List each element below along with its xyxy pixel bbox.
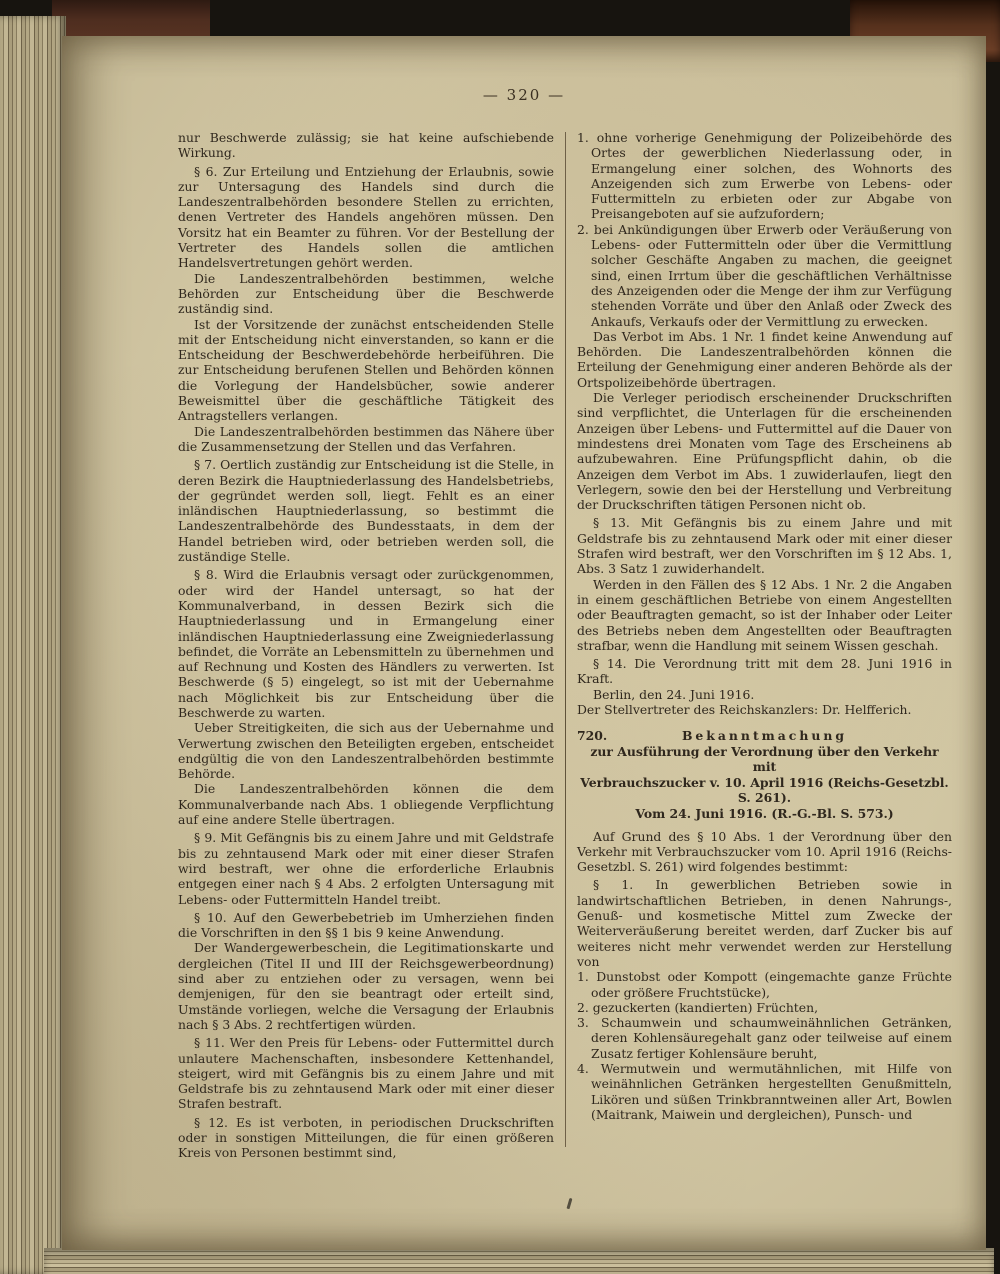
paragraph-text: Die Landeszentralbehörden bestimmen, welche Behörden zur Entscheidung über die Beschwerde zuständig sind. [178,270,554,317]
paragraph [178,910,554,941]
paragraph [577,656,952,687]
paragraph-text: nur Beschwerde zulässig; sie hat keine aufschiebende Wirkung. [178,130,554,161]
paragraph-text: Werden in den Fällen des § 12 Abs. 1 Nr. 2 die Angaben in einem geschäftlichen Betriebe von einem Angestellten oder Beauftragten gemacht, so ist der Inhaber oder Leiter des Betriebs neben dem Angestellten oder Beauftragten strafbar, wenn die Handlung mit seinem Wissen geschah. [577,576,952,653]
paragraph [577,969,952,1000]
paragraph-text: Ist der Vorsitzende der zunächst entscheidenden Stelle mit der Entscheidung nicht einverstanden, so kann er die Entscheidung der Beschwerdebehörde herbeiführen. Die zur Entscheidung berufenen Stellen und Behörden können die Vorlegung der Handelsbücher, sowie anderer Beweismittel über die geschäftliche Tätigkeit des Antragstellers verlangen. [178,316,554,424]
paragraph [577,1061,952,1122]
right-column [577,130,952,1161]
paragraph-text: Der Stellvertreter des Reichskanzlers: Dr. Helfferich. [577,701,912,717]
paragraph-text: zur Ausführung der Verordnung über den Verkehr mit [590,743,939,775]
paragraph [577,222,952,329]
paragraph [178,940,554,1032]
paragraph [577,775,952,806]
paragraph-text: Verbrauchszucker v. 10. April 1916 (Reichs-Gesetzbl. S. 261). [580,774,949,806]
paragraph [178,271,554,317]
paragraph [178,830,554,906]
paragraph-text: Die Landeszentralbehörden bestimmen das Nähere über die Zusammensetzung der Stellen und das Verfahren. [178,423,554,454]
paragraph [178,781,554,827]
paragraph-text: § 1. In gewerblichen Betrieben sowie in landwirtschaftlichen Betrieben, in denen Nahrungs-, Genuß- und kosmetische Mittel zum Zwecke der Weiterveräußerung bereitet werden, darf Zucker bis auf weiteres nicht mehr verwendet werden zur Herstellung von [577,877,952,969]
paragraph [178,424,554,455]
page [62,36,986,1250]
paragraph-text: § 9. Mit Gefängnis bis zu einem Jahre und mit Geldstrafe bis zu zehntausend Mark oder mit einer dieser Strafen wird bestraft, wer ohne die erforderliche Erlaubnis entgegen einer nach § 4 Abs. 2 erfolgten Untersagung mit Lebens- oder Futtermitteln Handel treibt. [178,830,554,907]
paragraph [577,829,952,875]
paragraph-text: Bekanntmachung [681,728,848,744]
paragraph-text: Vom 24. Juni 1916. (R.-G.-Bl. S. 573.) [635,805,894,821]
paragraph [178,567,554,720]
paragraph [178,317,554,424]
left-column [178,130,554,1161]
paragraph [577,130,952,222]
paragraph [577,515,952,576]
paragraph [178,130,554,161]
paragraph [577,687,952,702]
paragraph-text: Auf Grund des § 10 Abs. 1 der Verordnung über den Verkehr mit Verbrauchszucker vom 10. April 1916 (Reichs-Gesetzbl. S. 261) wird folgendes bestimmt: [577,828,952,875]
ink-smudge [567,1198,573,1209]
paragraph-text: 1. ohne vorherige Genehmigung der Polizeibehörde des Ortes der gewerblichen Niederlassung oder, in Ermangelung einer solchen, des Wohnorts des Anzeigenden sich zum Erwerbe von Lebens- oder Futtermitteln zu erbieten oder zur Abgabe von Preisangeboten auf sie aufzufordern; [577,130,952,222]
paragraph [178,164,554,271]
paragraph-text: § 8. Wird die Erlaubnis versagt oder zurückgenommen, oder wird der Handel untersagt, so hat der Kommunalverband, in dessen Bezirk sich die Hauptniederlassung und in Ermangelung einer inländischen Hauptniederlassung eine Zweigniederlassung befindet, die Vorräte an Lebensmitteln zu übernehmen und auf Rechnung und Kosten des Händlers zu verwerten. Ist Beschwerde (§ 5) eingelegt, so ist mit der Uebernahme nach Möglichkeit bis zur Entscheidung über die Beschwerde zu warten. [178,567,554,720]
paragraph [577,877,952,969]
paragraph [178,720,554,781]
paragraph-text: § 10. Auf den Gewerbebetrieb im Umherziehen finden die Vorschriften in den §§ 1 bis 9 keine Anwendung. [178,909,554,941]
paragraph-text: Der Wandergewerbeschein, die Legitimationskarte und dergleichen (Titel II und III der Reichsgewerbeordnung) sind aber zu entziehen oder zu versagen, wenn bei demjenigen, für den sie beantragt oder erteilt sind, Umstände vorliegen, welche die Versagung der Erlaubnis nach § 3 Abs. 2 rechtfertigen würden. [178,940,554,1032]
announcement-number: 720. [577,728,608,744]
paragraph-text: Die Landeszentralbehörden können die dem Kommunalverbande nach Abs. 1 obliegende Verpflichtung auf eine andere Stelle übertragen. [178,781,554,828]
paragraph-text: § 12. Es ist verboten, in periodischen Druckschriften oder in sonstigen Mitteilungen, die für einen größeren Kreis von Personen bestimmt sind, [178,1114,554,1161]
paragraph [577,1015,952,1061]
page-number-header: — 320 — [482,86,566,104]
paragraph-text: 4. Wermutwein und wermutähnlichen, mit Hilfe von weinähnlichen Getränken hergestellten Genußmitteln, Likören und süßen Trinkbranntweinen aller Art, Bowlen (Maitrank, Maiwein und dergleichen), Punsch- und [577,1061,952,1122]
paragraph [577,728,952,743]
paragraph-text: § 7. Oertlich zuständig zur Entscheidung ist die Stelle, in deren Bezirk die Hauptniederlassung des Handelsbetriebs, der gegründet werden soll, liegt. Fehlt es an einer inländischen Hauptniederlassung, so bestimmt die Landeszentralbehörde des Bundesstaats, in dem der Handel betrieben wird, oder betrieben werden soll, die zuständige Stelle. [178,457,554,565]
paragraph [577,1000,952,1015]
paragraph [178,457,554,564]
paragraph-text: 2. bei Ankündigungen über Erwerb oder Veräußerung von Lebens- oder Futtermitteln oder über die Vermittlung solcher Geschäfte Angaben zu machen, die geeignet sind, einen Irrtum über die geschäftlichen Verhältnisse des Anzeigenden oder die Menge der ihm zur Verfügung stehenden Vorräte und über den Anlaß oder Zweck des Ankaufs, Verkaufs oder der Vermittlung zu erwecken. [577,221,952,329]
paragraph-text: Berlin, den 24. Juni 1916. [593,686,755,702]
paragraph-text: 3. Schaumwein und schaumweinähnlichen Getränken, deren Kohlensäuregehalt ganz oder teilweise auf einem Zusatz fertiger Kohlensäure beruht, [577,1015,952,1061]
paragraph [178,1035,554,1111]
paragraph [577,390,952,512]
paragraph [577,329,952,390]
paragraph-text: 2. gezuckerten (kandierten) Früchten, [577,999,819,1015]
page-stack-left [0,16,66,1274]
paragraph-text: § 14. Die Verordnung tritt mit dem 28. Juni 1916 in Kraft. [577,656,952,687]
paragraph-text: § 6. Zur Erteilung und Entziehung der Erlaubnis, sowie zur Untersagung des Handels sind durch die Landeszentralbehörden besondere Stellen zu errichten, denen Vertreter des Handels angehören müssen. Den Vorsitz hat ein Beamter zu führen. Vor der Bestellung der Vertreter des Handels sollen die amtlichen Handelsvertretungen gehört werden. [178,163,554,271]
column-divider [565,132,566,1147]
paragraph-text: Das Verbot im Abs. 1 Nr. 1 findet keine Anwendung auf Behörden. Die Landeszentralbehörden können die Erteilung der Genehmigung einer anderen Behörde als der Ortspolizeibehörde übertragen. [577,328,952,390]
paragraph-text: § 13. Mit Gefängnis bis zu einem Jahre und mit Geldstrafe bis zu zehntausend Mark oder mit einer dieser Strafen wird bestraft, wer den Vorschriften im § 12 Abs. 1, Abs. 3 Satz 1 zuwiderhandelt. [577,515,952,577]
paragraph-text: Ueber Streitigkeiten, die sich aus der Uebernahme und Verwertung zwischen den Beteiligten ergeben, entscheidet endgültig die von den Landeszentralbehörden bestimmte Behörde. [178,720,554,782]
paragraph-text: Die Verleger periodisch erscheinender Druckschriften sind verpflichtet, die Unterlagen für die erscheinenden Anzeigen über Lebens- und Futtermittel auf die Dauer von mindestens drei Monaten vom Tage des Erscheinens ab aufzubewahren. Eine Prüfungspflicht dahin, ob die Anzeigen dem Verbot im Abs. 1 zuwiderlaufen, liegt den Verlegern, sowie den bei der Herstellung und Verbreitung der Druckschriften tätigen Personen nicht ob. [577,390,952,513]
paragraph [178,1115,554,1161]
page-stack-bottom [44,1248,994,1274]
paragraph-text: § 11. Wer den Preis für Lebens- oder Futtermittel durch unlautere Machenschaften, insbesondere Kettenhandel, steigert, wird mit Gefängnis bis zu einem Jahre und mit Geldstrafe bis zu zehntausend Mark oder mit einer dieser Strafen bestraft. [178,1035,554,1112]
paragraph [577,744,952,775]
paragraph [577,702,952,717]
text-columns [178,130,952,1161]
paragraph [577,577,952,653]
paragraph [577,806,952,822]
paragraph-text: 1. Dunstobst oder Kompott (eingemachte ganze Früchte oder größere Fruchtstücke), [577,969,952,1000]
